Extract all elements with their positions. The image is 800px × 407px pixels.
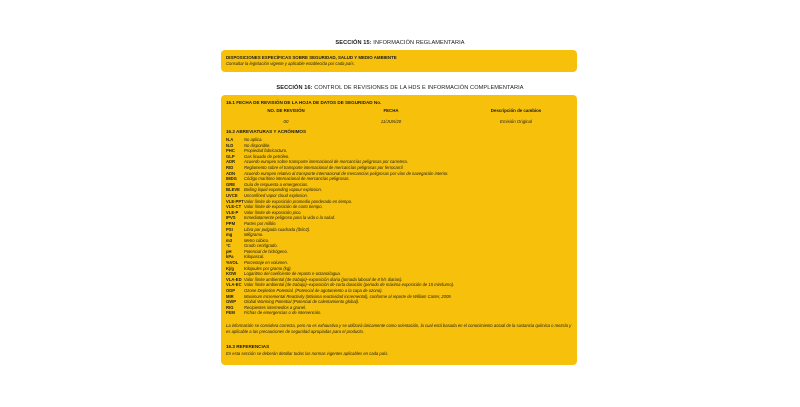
revision-number-header: NO. DE REVISIÓN	[267, 108, 305, 113]
abbreviation-term: MIR	[226, 293, 234, 299]
abbreviation-definition: Global Warming Potential (Potencial de calentamiento global).	[244, 299, 360, 305]
abbreviation-definition: Miligramo.	[244, 232, 264, 238]
section-16-number: SECCIÓN 16:	[276, 85, 313, 91]
abbreviation-definition: Maximum Incremental Reactivity (Máxima reactividad incremental), conforme al reporte de William Carter, 2009.	[244, 293, 452, 299]
abbreviation-definition: Inmediatamente peligroso para la vida o la salud.	[244, 215, 336, 221]
section-15-text: Consultar la legislación vigente y aplicable establecida por cada país.	[226, 61, 355, 66]
abbreviation-term: FEM	[226, 310, 235, 316]
abbreviation-definition: Valor límite ambiental (de trabajo)–exposición de corta duración (periodo de máxima exposición de 15 min/turno).	[244, 282, 455, 288]
abbreviation-term: ODP	[226, 288, 236, 294]
section-16-title	[0, 85, 800, 91]
section-15-title	[0, 40, 800, 46]
abbreviation-definition: Unconfined vapor cloud explosion.	[244, 192, 309, 198]
abbreviation-definition: No disponible.	[244, 142, 271, 148]
section-16-name: CONTROL DE REVISIONES DE LA HDS E INFORMACIÓN COMPLEMENTARIA	[312, 85, 524, 91]
section-15-number: SECCIÓN 15:	[335, 40, 372, 46]
abbreviation-term: IMDG	[226, 176, 237, 182]
abbreviation-term: GLP	[226, 153, 235, 159]
abbreviation-definition: Acuerdo europeo sobre transporte internacional de mercancías peligrosas por carretera.	[244, 159, 408, 165]
subsection-16-1-heading: 16.1 FECHA DE REVISIÓN DE LA HOJA DE DATOS DE SEGURIDAD No.	[226, 100, 382, 105]
abbreviation-definition: Logaritmo del coeficiente de reparto n-octanol/agua.	[244, 271, 341, 277]
abbreviation-term: VLE-CT	[226, 204, 242, 210]
abbreviation-term: Kj/g	[226, 265, 234, 271]
subsection-16-2-heading: 16.2 ABREVIATURAS Y ACRÓNIMOS	[226, 129, 307, 134]
abbreviation-term: PPM	[226, 220, 236, 226]
abbreviation-term: GWP	[226, 299, 237, 305]
abbreviation-term: PSI	[226, 226, 233, 232]
abbreviation-definition: Kilopascal.	[244, 254, 265, 260]
change-description-header: Descripción de cambios	[490, 108, 542, 113]
abbreviation-definition: Libra por pulgada cuadrada (lb/in2).	[244, 226, 311, 232]
abbreviation-definition: Guía de respuesta a emergencias.	[244, 181, 309, 187]
abbreviation-definition: Fichas de emergencias o de intervención.	[244, 310, 322, 316]
section-15-name: INFORMACIÓN REGLAMENTARIA	[371, 40, 465, 46]
abbreviation-term: N.A	[226, 137, 234, 142]
abbreviation-definition: Gas licuado de petróleo.	[244, 153, 290, 159]
abbreviation-term: VLA-ED	[226, 276, 242, 282]
abbreviation-definition: Partes por millón.	[244, 220, 277, 226]
abbreviation-term: pH	[226, 248, 232, 254]
abbreviation-term: %VOL	[226, 260, 239, 266]
abbreviation-term: VLE-P	[226, 209, 239, 215]
abbreviation-definition: Valor límite de exposición pico.	[244, 209, 302, 215]
abbreviation-term: VLE-PPT	[226, 198, 244, 204]
abbreviation-definition: Propiedad fabricacturo.	[244, 148, 288, 154]
abbreviation-term: N.D	[226, 142, 234, 148]
abbreviation-term: PHC	[226, 148, 235, 154]
subsection-16-3-heading: 16.3 REFERENCIAS	[226, 344, 270, 349]
abbreviation-term: ADR	[226, 159, 236, 165]
abbreviation-definition: Grado centígrado.	[244, 243, 278, 249]
abbreviation-term: ADN	[226, 170, 236, 176]
section-15-box	[221, 50, 577, 72]
abbreviation-definition: Ozone Depletion Potential. (Potencial de agotamiento a la capa de ozono).	[244, 288, 383, 294]
section-16-box	[221, 95, 577, 365]
abbreviation-definition: Acuerdo europeo relativo al transporte internacional de mercancías peligrosas por vías de navegación interior.	[244, 170, 449, 176]
abbreviation-definition: No aplica.	[244, 137, 263, 142]
abbreviation-definition: Potencial de hidrógeno.	[244, 248, 289, 254]
abbreviation-term: GRE	[226, 181, 236, 187]
disclaimer-note: La información se considera correcta, pero no es exhaustiva y se utilizará únicamente como orientación, la cual está basada en el conocimiento actual de la sustancia química o mezcla y es aplicable a las precauciones de seguridad apropiadas para el producto.	[226, 323, 572, 334]
abbreviation-definition: Valor límite ambiental (de trabajo)–exposición diaria (jornada laboral de 8 h/s diarias).	[244, 276, 403, 282]
abbreviation-definition: Código marítimo internacional de mercancías peligrosas.	[244, 176, 350, 182]
abbreviation-term: kPa	[226, 254, 234, 260]
abbreviation-term: VLA-EC	[226, 282, 242, 288]
revision-number-value: 00	[283, 119, 289, 124]
abbreviation-term: RID	[226, 164, 234, 170]
abbreviations-list	[226, 137, 571, 316]
section-15-heading: DISPOSICIONES ESPECÍFICAS SOBRE SEGURIDAD, SALUD Y MEDIO AMBIENTE	[226, 55, 397, 60]
abbreviation-term: °C	[226, 243, 231, 249]
abbreviation-term: UVCE	[226, 192, 238, 198]
abbreviation-term: BLEVE	[226, 187, 240, 193]
abbreviation-definition: Valor límite de exposición de corto tiempo.	[244, 204, 323, 210]
references-text: En esta sección se deberán detallar todas las normas vigentes aplicables en cada país.	[226, 351, 389, 356]
abbreviation-definition: Metro cúbico.	[244, 237, 270, 243]
abbreviation-row	[226, 310, 571, 316]
abbreviation-definition: Boiling liquid expanding vapour explosion.	[244, 187, 322, 193]
abbreviation-definition: Kilojoules por gramo (kg).	[244, 265, 292, 271]
abbreviation-definition: Recipientes intermedios a granel.	[244, 304, 307, 310]
change-description-value: Emisión Original	[500, 119, 532, 124]
revision-date-header: FECHA	[383, 108, 399, 113]
abbreviation-definition: Reglamento sobre el transporte internacional de mercancías peligrosas por ferrocarril.	[244, 164, 404, 170]
abbreviation-term: IPVS	[226, 215, 236, 221]
revision-date-value: 11/JUN/20	[380, 119, 402, 124]
abbreviation-definition: Porcentaje en volumen.	[244, 260, 288, 266]
abbreviation-term: m3	[226, 237, 233, 243]
abbreviation-term: mg	[226, 232, 233, 238]
abbreviation-definition: Valor límite de exposición promedio ponderado en tiempo.	[244, 198, 353, 204]
abbreviation-term: KOW	[226, 271, 237, 277]
abbreviation-term: RIG	[226, 304, 234, 310]
